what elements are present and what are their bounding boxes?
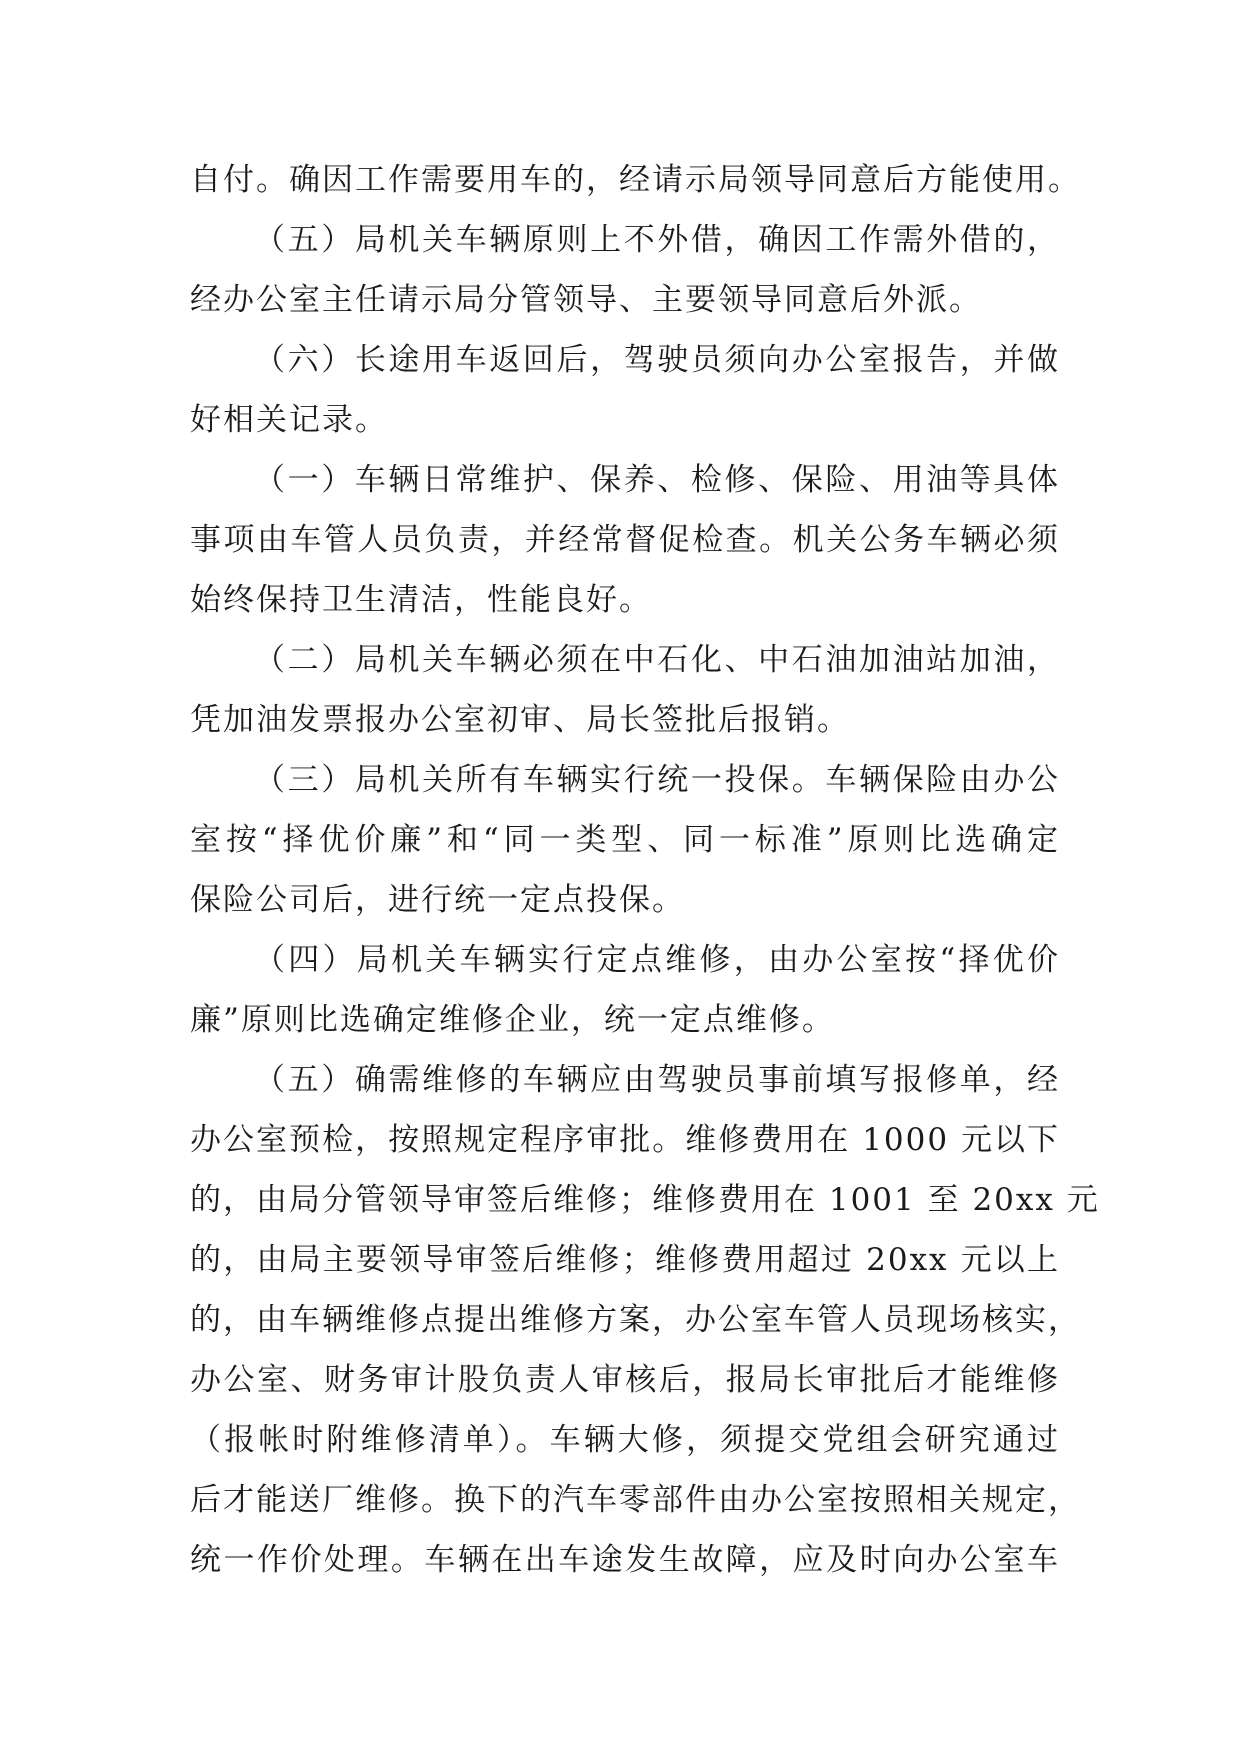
text-line: （三）局机关所有车辆实行统一投保。车辆保险由办公 [254, 762, 1060, 798]
text-line: 室按“择优价廉”和“同一类型、同一标准”原则比选确定 [190, 822, 1060, 858]
text-line: 廉”原则比选确定维修企业，统一定点维修。 [190, 1002, 835, 1038]
text-line: （二）局机关车辆必须在中石化、中石油加油站加油， [254, 642, 1060, 678]
text-line: 的，由局主要领导审签后维修；维修费用超过 20xx 元以上 [190, 1242, 1060, 1278]
text-line: 好相关记录。 [190, 402, 388, 438]
text-line: （五）局机关车辆原则上不外借，确因工作需外借的， [254, 222, 1060, 258]
text-line: 的，由局分管领导审签后维修；维修费用在 1001 至 20xx 元 [190, 1182, 1100, 1218]
text-line: （四）局机关车辆实行定点维修，由办公室按“择优价 [254, 942, 1060, 978]
text-line: 办公室、财务审计股负责人审核后，报局长审批后才能维修 [190, 1362, 1060, 1398]
text-line: （六）长途用车返回后，驾驶员须向办公室报告，并做 [254, 342, 1060, 378]
text-line: 办公室预检，按照规定程序审批。维修费用在 1000 元以下 [190, 1122, 1060, 1158]
body-text [190, 150, 1100, 1590]
text-line: （五）确需维修的车辆应由驾驶员事前填写报修单，经 [254, 1062, 1060, 1098]
text-line: 的，由车辆维修点提出维修方案，办公室车管人员现场核实， [190, 1302, 1081, 1338]
text-line: 始终保持卫生清洁，性能良好。 [190, 582, 652, 618]
text-line: 凭加油发票报办公室初审、局长签批后报销。 [190, 702, 850, 738]
text-line: 后才能送厂维修。换下的汽车零部件由办公室按照相关规定， [190, 1482, 1081, 1518]
text-line: 自付。确因工作需要用车的，经请示局领导同意后方能使用。 [190, 162, 1081, 198]
text-line: 经办公室主任请示局分管领导、主要领导同意后外派。 [190, 282, 982, 318]
text-line: 保险公司后，进行统一定点投保。 [190, 882, 685, 918]
text-line: 事项由车管人员负责，并经常督促检查。机关公务车辆必须 [190, 522, 1060, 558]
text-line: （一）车辆日常维护、保养、检修、保险、用油等具体 [254, 462, 1060, 498]
text-line: （报帐时附维修清单）。车辆大修，须提交党组会研究通过 [190, 1422, 1060, 1458]
text-line: 统一作价处理。车辆在出车途发生故障，应及时向办公室车 [190, 1542, 1060, 1578]
